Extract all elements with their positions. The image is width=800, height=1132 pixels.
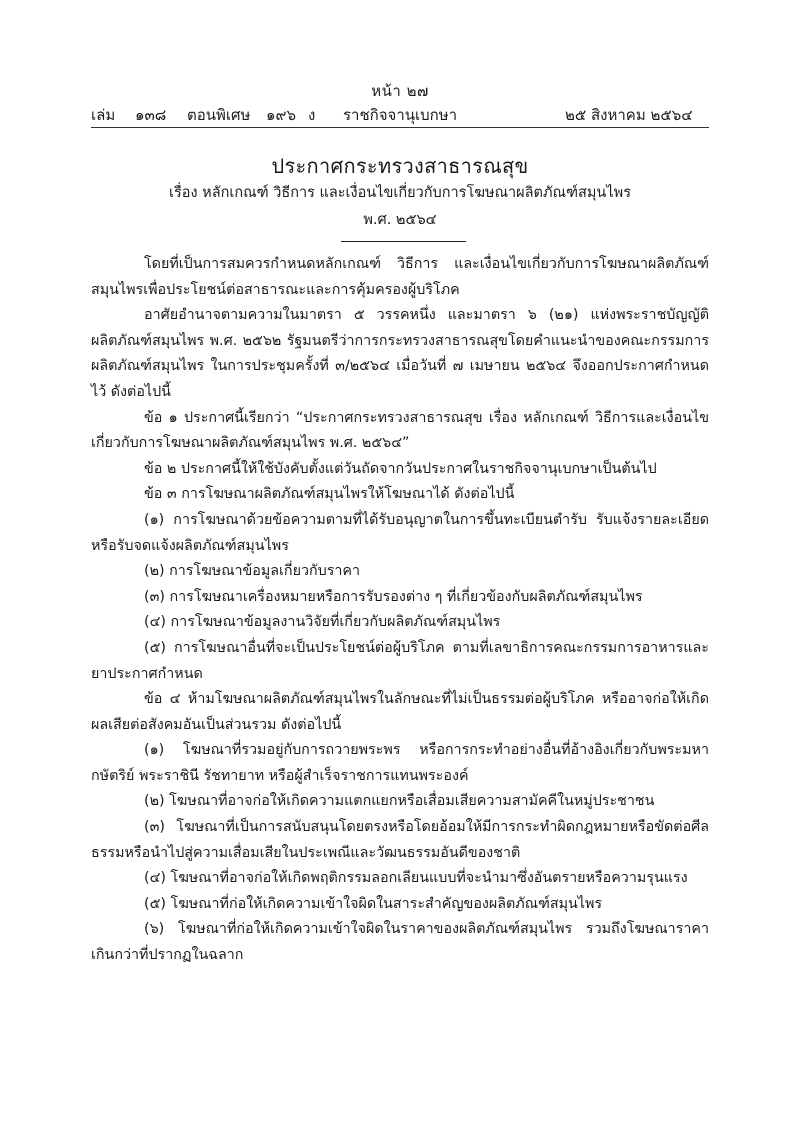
title-divider xyxy=(341,241,466,242)
clause-4-item-1: (๑) โฆษณาที่รวมอยู่กับการถวายพระพร หรือการกระทำอย่างอื่นที่อ้างอิงเกี่ยวกับพระมหากษัตริย์ พระราชินี รัชทายาท หรือผู้สำเร็จราชการแทนพระองค์ xyxy=(91,742,709,784)
gazette-name: ราชกิจจานุเบกษา xyxy=(343,106,458,124)
gazette-header xyxy=(91,103,709,125)
clause-4-item-5: (๕) โฆษณาที่ก่อให้เกิดความเข้าใจผิดในสาระสำคัญของผลิตภัณฑ์สมุนไพร xyxy=(144,895,603,912)
document-body xyxy=(91,252,709,969)
clause-4-item-4: (๔) โฆษณาที่อาจก่อให้เกิดพฤติกรรมลอกเลียนแบบที่จะนำมาซึ่งอันตรายหรือความรุนแรง xyxy=(144,870,688,887)
document-subject: เรื่อง หลักเกณฑ์ วิธีการ และเงื่อนไขเกี่ยวกับการโฆษณาผลิตภัณฑ์สมุนไพร xyxy=(169,185,631,201)
publication-date: ๒๕ สิงหาคม ๒๕๖๔ xyxy=(565,106,693,124)
clause-3-item-1: (๑) การโฆษณาด้วยข้อความตามที่ได้รับอนุญาตในการขึ้นทะเบียนตำรับ รับแจ้งรายละเอียดหรือรับจดแจ้งผลิตภัณฑ์สมุนไพร xyxy=(91,511,709,554)
section-label: ตอนพิเศษ xyxy=(187,106,251,124)
clause-4-item-6: (๖) โฆษณาที่ก่อให้เกิดความเข้าใจผิดในราคาของผลิตภัณฑ์สมุนไพร รวมถึงโฆษณาราคาเกินกว่าที่ปรากฏในฉลาก xyxy=(91,921,709,964)
preamble-paragraph: โดยที่เป็นการสมควรกำหนดหลักเกณฑ์ วิธีการ และเงื่อนไขเกี่ยวกับการโฆษณาผลิตภัณฑ์สมุนไพรเพื่อประโยชน์ต่อสาธารณะและการคุ้มครองผู้บริโภค xyxy=(91,256,709,298)
clause-3-item-5: (๕) การโฆษณาอื่นที่จะเป็นประโยชน์ต่อผู้บริโภค ตามที่เลขาธิการคณะกรรมการอาหารและยาประกาศกำหนด xyxy=(91,639,709,682)
section-letter: ง xyxy=(308,106,316,124)
authority-paragraph: อาศัยอำนาจตามความในมาตรา ๕ วรรคหนึ่ง และมาตรา ๖ (๒๑) แห่งพระราชบัญญัติผลิตภัณฑ์สมุนไพร พ.ศ. ๒๕๖๒ รัฐมนตรีว่าการกระทรวงสาธารณสุขโดยคำแนะนำของคณะกรรมการผลิตภัณฑ์สมุนไพร ในการประชุมครั้งที่ ๓/๒๕๖๔ เมื่อวันที่ ๗ เมษายน ๒๕๖๔ จึงออกประกาศกำหนดไว้ ดังต่อไปนี้ xyxy=(91,307,709,400)
section-number: ๑๙๖ xyxy=(266,106,297,124)
clause-3: ข้อ ๓ การโฆษณาผลิตภัณฑ์สมุนไพรให้โฆษณาได้ ดังต่อไปนี้ xyxy=(144,486,515,503)
clause-3-item-2: (๒) การโฆษณาข้อมูลเกี่ยวกับราคา xyxy=(144,563,361,580)
page-number: หน้า ๒๗ xyxy=(371,82,429,100)
volume-number: ๑๓๘ xyxy=(135,106,167,124)
clause-4-item-2: (๒) โฆษณาที่อาจก่อให้เกิดความแตกแยกหรือเสื่อมเสียความสามัคคีในหมู่ประชาชน xyxy=(144,793,655,810)
clause-4-item-3: (๓) โฆษณาที่เป็นการสนับสนุนโดยตรงหรือโดยอ้อมให้มีการกระทำผิดกฎหมายหรือขัดต่อศีลธรรมหรือนำไปสู่ความเสื่อมเสียในประเพณีและวัฒนธรรมอันดีของชาติ xyxy=(91,819,709,861)
header-rule xyxy=(91,127,709,128)
document-title: ประกาศกระทรวงสาธารณสุข xyxy=(271,154,529,178)
clause-3-item-3: (๓) การโฆษณาเครื่องหมายหรือการรับรองต่าง ๆ ที่เกี่ยวข้องกับผลิตภัณฑ์สมุนไพร xyxy=(144,588,643,605)
clause-1: ข้อ ๑ ประกาศนี้เรียกว่า “ประกาศกระทรวงสาธารณสุข เรื่อง หลักเกณฑ์ วิธีการและเงื่อนไขเกี่ยวกับการโฆษณาผลิตภัณฑ์สมุนไพร พ.ศ. ๒๕๖๔” xyxy=(91,409,709,452)
clause-2: ข้อ ๒ ประกาศนี้ให้ใช้บังคับตั้งแต่วันถัดจากวันประกาศในราชกิจจานุเบกษาเป็นต้นไป xyxy=(144,460,657,477)
clause-4: ข้อ ๔ ห้ามโฆษณาผลิตภัณฑ์สมุนไพรในลักษณะที่ไม่เป็นธรรมต่อผู้บริโภค หรืออาจก่อให้เกิดผลเสียต่อสังคมอันเป็นส่วนรวม ดังต่อไปนี้ xyxy=(91,691,709,733)
clause-3-item-4: (๔) การโฆษณาข้อมูลงานวิจัยที่เกี่ยวกับผลิตภัณฑ์สมุนไพร xyxy=(144,614,501,631)
volume-label: เล่ม xyxy=(91,106,116,124)
document-year: พ.ศ. ๒๕๖๔ xyxy=(363,212,437,228)
